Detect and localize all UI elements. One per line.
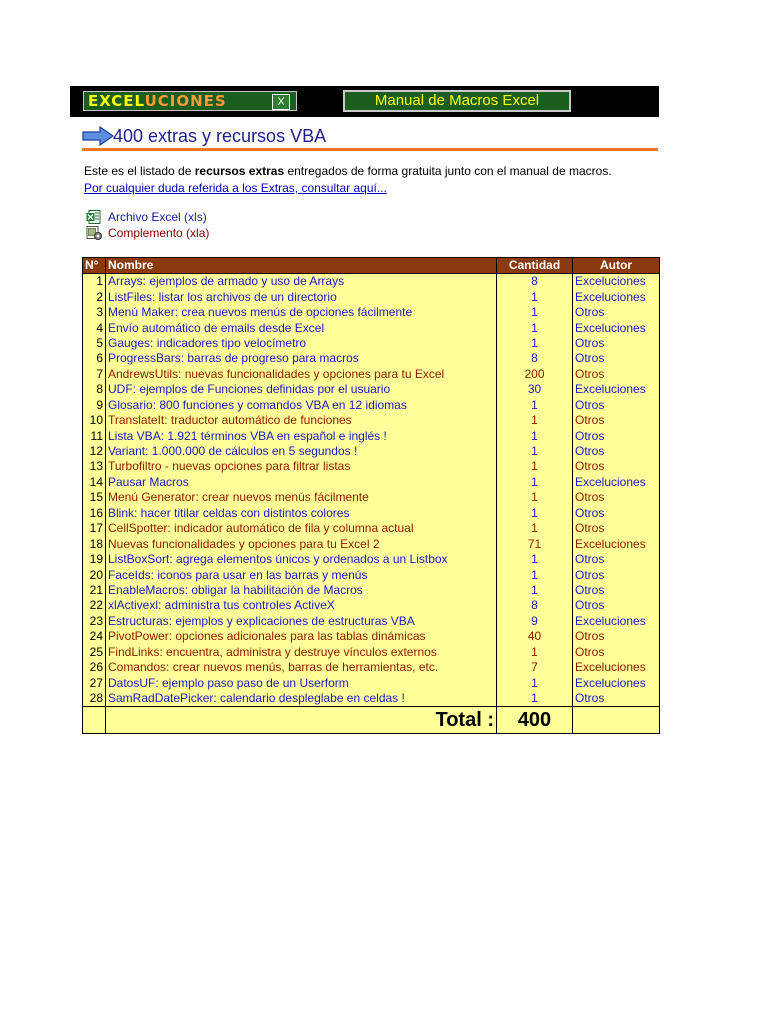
- excel-file-icon: [86, 210, 102, 224]
- row-name[interactable]: Comandos: crear nuevos menús, barras de herramientas, etc.: [106, 660, 497, 675]
- row-name[interactable]: CellSpotter: indicador automático de fila y columna actual: [106, 521, 497, 536]
- row-quantity: 30: [497, 382, 573, 397]
- row-author: Exceluciones: [573, 382, 660, 397]
- total-value: 400: [497, 707, 573, 734]
- total-row: [83, 707, 660, 734]
- table-row[interactable]: [83, 444, 660, 459]
- row-number: 7: [83, 367, 106, 382]
- row-number: 14: [83, 475, 106, 490]
- row-quantity: 1: [497, 305, 573, 320]
- row-name[interactable]: EnableMacros: obligar la habilitación de Macros: [106, 583, 497, 598]
- logo-part1: EXCEL: [88, 92, 145, 110]
- extras-table: [82, 257, 660, 734]
- row-author: Otros: [573, 552, 660, 567]
- table-row[interactable]: [83, 428, 660, 443]
- row-author: Exceluciones: [573, 675, 660, 690]
- table-row[interactable]: [83, 289, 660, 304]
- row-number: 11: [83, 428, 106, 443]
- row-quantity: 1: [497, 506, 573, 521]
- row-name[interactable]: Menú Maker: crea nuevos menús de opciones fácilmente: [106, 305, 497, 320]
- intro-text: [84, 163, 612, 179]
- extras-help-link[interactable]: Por cualquier duda referida a los Extras, consultar aquí...: [84, 181, 387, 195]
- row-number: 21: [83, 583, 106, 598]
- row-quantity: 1: [497, 428, 573, 443]
- row-name[interactable]: AndrewsUtils: nuevas funcionalidades y opciones para tu Excel: [106, 367, 497, 382]
- row-quantity: 1: [497, 645, 573, 660]
- row-author: Otros: [573, 428, 660, 443]
- row-number: 9: [83, 398, 106, 413]
- table-row[interactable]: [83, 583, 660, 598]
- row-name[interactable]: ProgressBars: barras de progreso para macros: [106, 351, 497, 366]
- row-number: 10: [83, 413, 106, 428]
- table-row[interactable]: [83, 274, 660, 290]
- table-row[interactable]: [83, 351, 660, 366]
- row-name[interactable]: Variant: 1.000.000 de cálculos en 5 segundos !: [106, 444, 497, 459]
- table-row[interactable]: [83, 413, 660, 428]
- row-quantity: 200: [497, 367, 573, 382]
- row-author: Otros: [573, 521, 660, 536]
- row-name[interactable]: Glosario: 800 funciones y comandos VBA en 12 idiomas: [106, 398, 497, 413]
- row-name[interactable]: Gauges: indicadores tipo velocímetro: [106, 336, 497, 351]
- row-name[interactable]: Menú Generator: crear nuevos menús fácilmente: [106, 490, 497, 505]
- row-number: 18: [83, 536, 106, 551]
- row-quantity: 71: [497, 536, 573, 551]
- table-row[interactable]: [83, 660, 660, 675]
- row-name[interactable]: Turbofiltro - nuevas opciones para filtrar listas: [106, 459, 497, 474]
- row-number: 17: [83, 521, 106, 536]
- row-author: Otros: [573, 567, 660, 582]
- row-quantity: 1: [497, 398, 573, 413]
- row-quantity: 1: [497, 459, 573, 474]
- row-author: Otros: [573, 583, 660, 598]
- row-quantity: 1: [497, 320, 573, 335]
- page-title: 400 extras y recursos VBA: [113, 126, 327, 146]
- row-number: 8: [83, 382, 106, 397]
- row-quantity: 40: [497, 629, 573, 644]
- row-author: Otros: [573, 490, 660, 505]
- row-quantity: 8: [497, 598, 573, 613]
- row-number: 19: [83, 552, 106, 567]
- row-author: Otros: [573, 413, 660, 428]
- table-row[interactable]: [83, 629, 660, 644]
- excel-x-icon: X: [272, 94, 290, 110]
- row-author: Otros: [573, 351, 660, 366]
- intro-text-after: entregados de forma gratuita junto con el manual de macros.: [284, 164, 612, 178]
- row-name[interactable]: FindLinks: encuentra, administra y destruye vínculos externos: [106, 645, 497, 660]
- row-quantity: 1: [497, 444, 573, 459]
- logo[interactable]: [83, 91, 297, 111]
- row-author: Exceluciones: [573, 475, 660, 490]
- row-number: 2: [83, 289, 106, 304]
- table-row[interactable]: [83, 459, 660, 474]
- row-number: 6: [83, 351, 106, 366]
- table-row[interactable]: [83, 552, 660, 567]
- table-row[interactable]: [83, 521, 660, 536]
- row-author: Otros: [573, 506, 660, 521]
- row-author: Exceluciones: [573, 536, 660, 551]
- row-author: Otros: [573, 598, 660, 613]
- row-name[interactable]: xlActivexl: administra tus controles ActiveX: [106, 598, 497, 613]
- row-number: 23: [83, 614, 106, 629]
- table-row[interactable]: [83, 675, 660, 690]
- row-author: Otros: [573, 398, 660, 413]
- row-name[interactable]: Pausar Macros: [106, 475, 497, 490]
- col-header-number: N°: [83, 258, 106, 274]
- row-author: Otros: [573, 367, 660, 382]
- row-quantity: 9: [497, 614, 573, 629]
- row-author: Exceluciones: [573, 660, 660, 675]
- row-name[interactable]: Lista VBA: 1.921 términos VBA en español e inglés !: [106, 428, 497, 443]
- row-author: Otros: [573, 459, 660, 474]
- row-author: Exceluciones: [573, 274, 660, 290]
- table-row[interactable]: [83, 367, 660, 382]
- row-name[interactable]: DatosUF: ejemplo paso paso de un Userform: [106, 675, 497, 690]
- row-name[interactable]: TranslateIt: traductor automático de funciones: [106, 413, 497, 428]
- row-quantity: 1: [497, 289, 573, 304]
- table-row[interactable]: [83, 320, 660, 335]
- table-row[interactable]: [83, 567, 660, 582]
- col-header-name: Nombre: [106, 258, 497, 274]
- addin-file-icon: [86, 226, 102, 240]
- row-quantity: 1: [497, 490, 573, 505]
- total-empty-cell: [573, 707, 660, 734]
- row-author: Otros: [573, 645, 660, 660]
- table-row[interactable]: [83, 336, 660, 351]
- row-number: 25: [83, 645, 106, 660]
- row-quantity: 1: [497, 413, 573, 428]
- table-row[interactable]: [83, 645, 660, 660]
- legend-xla-label: Complemento (xla): [108, 226, 210, 240]
- row-quantity: 1: [497, 583, 573, 598]
- table-row[interactable]: [83, 475, 660, 490]
- row-number: 12: [83, 444, 106, 459]
- table-row[interactable]: [83, 598, 660, 613]
- table-row[interactable]: [83, 398, 660, 413]
- row-name[interactable]: UDF: ejemplos de Funciones definidas por el usuario: [106, 382, 497, 397]
- row-number: 3: [83, 305, 106, 320]
- row-author: Otros: [573, 444, 660, 459]
- logo-part2: UCIONES: [144, 92, 227, 110]
- row-author: Otros: [573, 305, 660, 320]
- table-row[interactable]: [83, 490, 660, 505]
- row-number: 22: [83, 598, 106, 613]
- table-header-row: [83, 258, 660, 274]
- row-quantity: 1: [497, 675, 573, 690]
- blue-arrow-icon: [82, 126, 114, 146]
- row-author: Exceluciones: [573, 614, 660, 629]
- row-number: 28: [83, 691, 106, 707]
- row-name[interactable]: FaceIds: iconos para usar en las barras y menús: [106, 567, 497, 582]
- row-number: 15: [83, 490, 106, 505]
- row-number: 4: [83, 320, 106, 335]
- intro-text-bold: recursos extras: [194, 164, 285, 178]
- table-row[interactable]: [83, 691, 660, 707]
- row-name[interactable]: Blink: hacer titilar celdas con distintos colores: [106, 506, 497, 521]
- table-row[interactable]: [83, 536, 660, 551]
- row-author: Exceluciones: [573, 289, 660, 304]
- col-header-author: Autor: [573, 258, 660, 274]
- row-name[interactable]: Arrays: ejemplos de armado y uso de Arrays: [106, 274, 497, 290]
- row-name[interactable]: Estructuras: ejemplos y explicaciones de estructuras VBA: [106, 614, 497, 629]
- total-label: Total :: [106, 707, 497, 734]
- row-author: Exceluciones: [573, 320, 660, 335]
- row-number: 24: [83, 629, 106, 644]
- row-quantity: 1: [497, 475, 573, 490]
- header-banner: [70, 86, 659, 117]
- row-number: 16: [83, 506, 106, 521]
- intro-text-before: Este es el listado de: [84, 164, 195, 178]
- row-author: Otros: [573, 691, 660, 707]
- table-row[interactable]: [83, 614, 660, 629]
- row-name[interactable]: Nuevas funcionalidades y opciones para tu Excel 2: [106, 536, 497, 551]
- row-quantity: 1: [497, 336, 573, 351]
- row-number: 26: [83, 660, 106, 675]
- row-name[interactable]: PivotPower: opciones adicionales para las tablas dinámicas: [106, 629, 497, 644]
- row-quantity: 1: [497, 567, 573, 582]
- manual-title[interactable]: Manual de Macros Excel: [343, 90, 571, 112]
- table-row[interactable]: [83, 506, 660, 521]
- row-name[interactable]: ListBoxSort: agrega elementos únicos y ordenados a un Listbox: [106, 552, 497, 567]
- table-row[interactable]: [83, 305, 660, 320]
- col-header-quantity: Cantidad: [497, 258, 573, 274]
- row-author: Otros: [573, 629, 660, 644]
- row-quantity: 8: [497, 274, 573, 290]
- row-number: 5: [83, 336, 106, 351]
- row-quantity: 8: [497, 351, 573, 366]
- row-quantity: 1: [497, 691, 573, 707]
- logo-text: [88, 92, 227, 111]
- row-quantity: 1: [497, 552, 573, 567]
- row-quantity: 7: [497, 660, 573, 675]
- row-quantity: 1: [497, 521, 573, 536]
- row-name[interactable]: Envío automático de emails desde Excel: [106, 320, 497, 335]
- total-empty-cell: [83, 707, 106, 734]
- row-number: 27: [83, 675, 106, 690]
- row-name[interactable]: SamRadDatePicker: calendario despleglabe en celdas !: [106, 691, 497, 707]
- table-row[interactable]: [83, 382, 660, 397]
- row-number: 1: [83, 274, 106, 290]
- row-author: Otros: [573, 336, 660, 351]
- row-number: 13: [83, 459, 106, 474]
- legend-xls-label: Archivo Excel (xls): [108, 210, 207, 224]
- row-number: 20: [83, 567, 106, 582]
- row-name[interactable]: ListFiles: listar los archivos de un directorio: [106, 289, 497, 304]
- title-divider: [82, 148, 658, 151]
